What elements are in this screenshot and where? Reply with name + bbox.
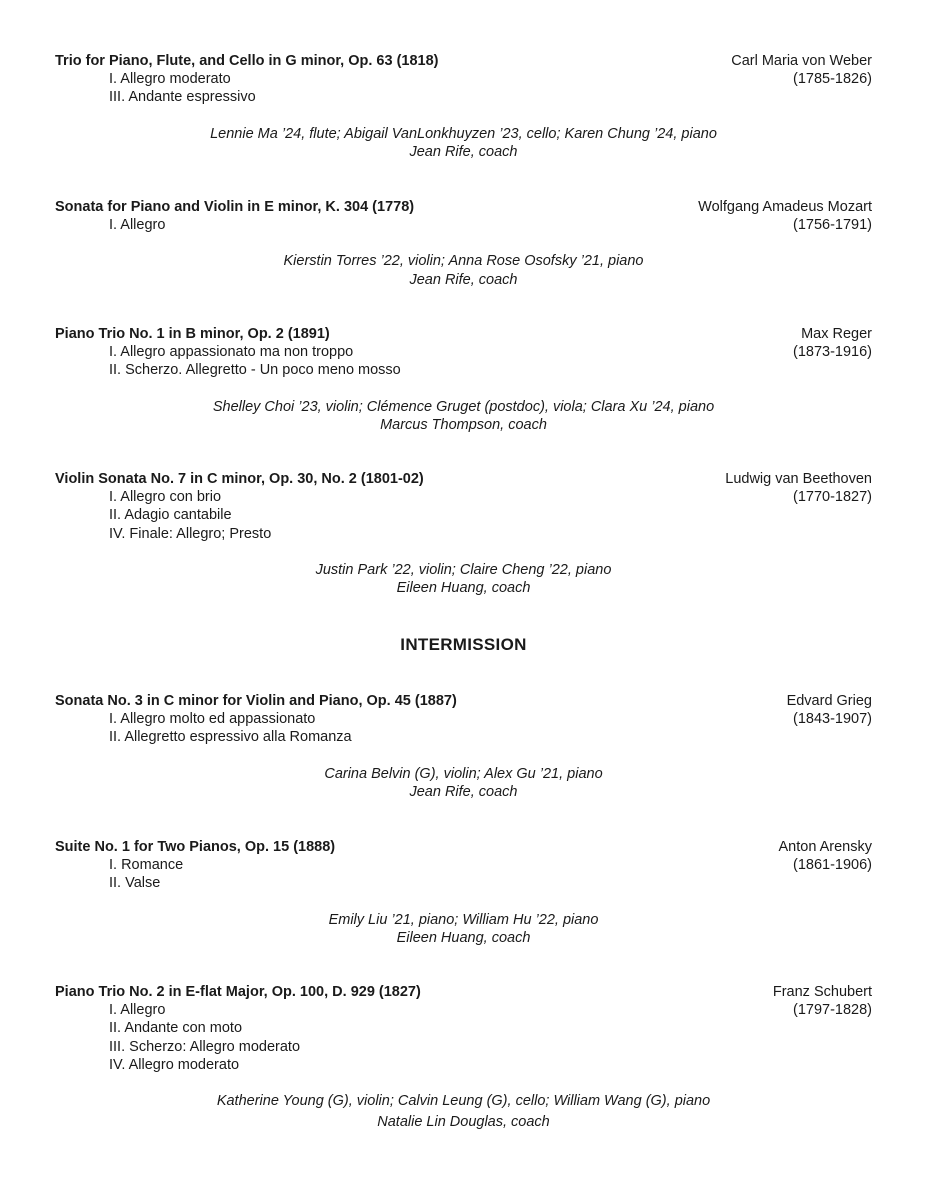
composer-dates: (1785-1826) — [793, 71, 872, 88]
composer-name: Max Reger — [801, 326, 872, 342]
composer-name: Wolfgang Amadeus Mozart — [698, 199, 872, 215]
performers: Shelley Choi ’23, violin; Clémence Gruget (postdoc), viola; Clara Xu ’24, piano — [212, 398, 715, 415]
movement: I. Allegro — [109, 1002, 166, 1019]
program-piece-weber — [55, 52, 872, 161]
program-piece-reger — [55, 325, 872, 434]
movement: I. Allegro — [109, 217, 166, 234]
composer-dates: (1861-1906) — [793, 857, 872, 874]
program-piece-grieg — [55, 692, 872, 801]
composer-dates: (1770-1827) — [793, 489, 872, 506]
composer-name: Ludwig van Beethoven — [725, 471, 872, 487]
piece-title: Sonata for Piano and Violin in E minor, K. 304 (1778) — [55, 199, 415, 215]
movement: III. Andante espressivo — [109, 89, 256, 106]
coach: Jean Rife, coach — [409, 784, 518, 801]
composer-name: Franz Schubert — [772, 984, 872, 1000]
program-piece-beethoven — [55, 470, 872, 598]
performers: Emily Liu ’21, piano; William Hu ’22, piano — [328, 911, 599, 928]
composer-name: Anton Arensky — [778, 839, 872, 855]
composer-name: Carl Maria von Weber — [731, 53, 872, 69]
performers: Katherine Young (G), violin; Calvin Leung (G), cello; William Wang (G), piano — [216, 1093, 711, 1110]
movement: I. Allegro con brio — [109, 489, 222, 506]
composer-dates: (1843-1907) — [793, 711, 872, 728]
piece-title: Piano Trio No. 1 in B minor, Op. 2 (1891) — [55, 326, 330, 342]
composer-dates: (1873-1916) — [793, 344, 872, 361]
movement: IV. Finale: Allegro; Presto — [109, 525, 272, 542]
piece-title: Sonata No. 3 in C minor for Violin and Piano, Op. 45 (1887) — [55, 693, 457, 709]
piece-title: Suite No. 1 for Two Pianos, Op. 15 (1888) — [55, 839, 336, 855]
movement: I. Romance — [109, 857, 184, 874]
movement: I. Allegro moderato — [109, 71, 231, 88]
program-piece-schubert — [55, 983, 872, 1132]
coach: Eileen Huang, coach — [396, 580, 531, 597]
intermission-heading: INTERMISSION — [400, 635, 527, 654]
movement: I. Allegro molto ed appassionato — [109, 711, 316, 728]
piece-title: Violin Sonata No. 7 in C minor, Op. 30, No. 2 (1801-02) — [55, 471, 424, 487]
movement: IV. Allegro moderato — [109, 1056, 240, 1073]
movement: II. Scherzo. Allegretto - Un poco meno mosso — [109, 362, 401, 379]
performers: Carina Belvin (G), violin; Alex Gu ’21, piano — [324, 765, 603, 782]
movement: II. Adagio cantabile — [109, 507, 232, 524]
performers: Justin Park ’22, violin; Claire Cheng ’22, piano — [315, 561, 612, 578]
coach: Jean Rife, coach — [409, 144, 518, 161]
program-piece-arensky — [55, 838, 872, 947]
performers: Kierstin Torres ’22, violin; Anna Rose Osofsky ’21, piano — [283, 253, 644, 270]
movement: II. Andante con moto — [109, 1020, 243, 1037]
piece-title: Trio for Piano, Flute, and Cello in G minor, Op. 63 (1818) — [55, 53, 439, 69]
movement: I. Allegro appassionato ma non troppo — [109, 344, 354, 361]
movement: III. Scherzo: Allegro moderato — [109, 1038, 301, 1055]
composer-name: Edvard Grieg — [786, 693, 872, 709]
movement: II. Valse — [109, 875, 161, 892]
performers: Lennie Ma ’24, flute; Abigail VanLonkhuyzen ’23, cello; Karen Chung ’24, piano — [210, 125, 717, 142]
composer-dates: (1756-1791) — [793, 217, 872, 234]
composer-dates: (1797-1828) — [793, 1002, 872, 1019]
piece-title: Piano Trio No. 2 in E-flat Major, Op. 100, D. 929 (1827) — [55, 984, 421, 1000]
coach: Eileen Huang, coach — [396, 930, 531, 947]
movement: II. Allegretto espressivo alla Romanza — [109, 729, 352, 746]
coach: Natalie Lin Douglas, coach — [377, 1114, 550, 1131]
coach: Marcus Thompson, coach — [380, 417, 547, 434]
program-piece-mozart — [55, 198, 872, 289]
coach: Jean Rife, coach — [409, 271, 518, 288]
